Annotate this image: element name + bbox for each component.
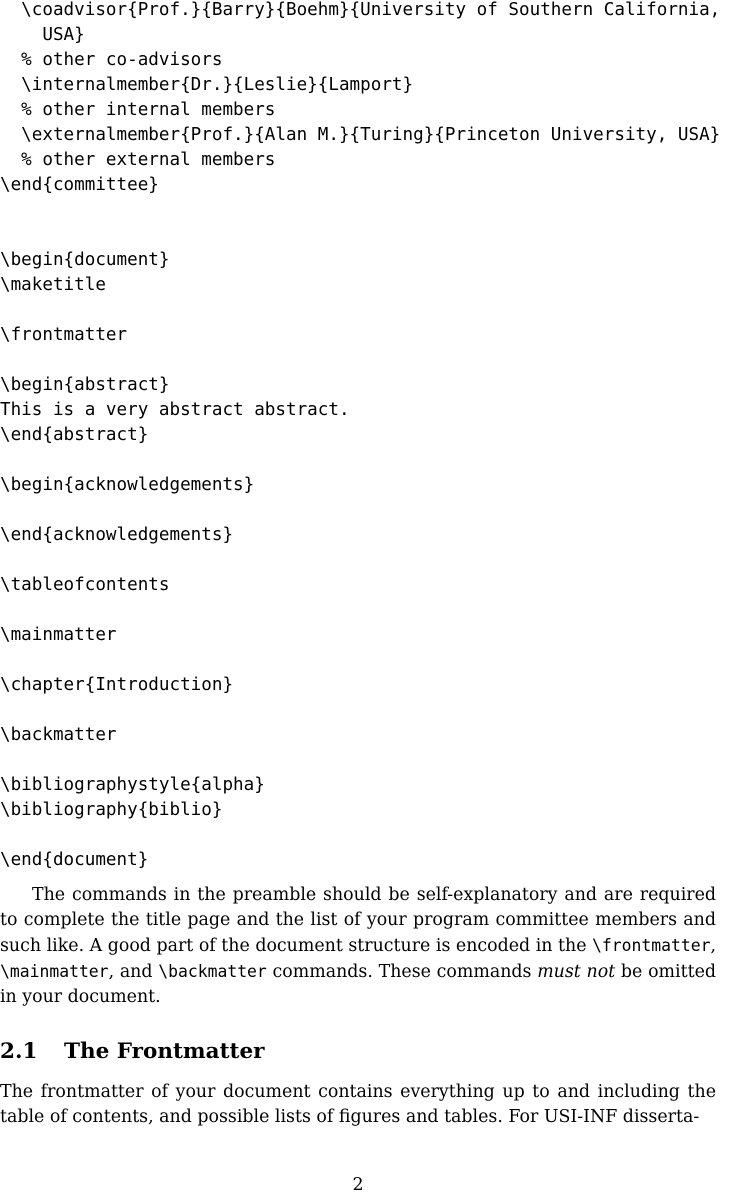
code-line: % other internal members <box>0 100 276 120</box>
code-line: \bibliography{biblio} <box>0 800 223 820</box>
code-blank-line <box>0 823 720 848</box>
inline-command: \mainmatter <box>0 962 109 981</box>
paragraph-text: The commands in the preamble should be self-explanatory and are required to complete the title page and the list of your program committee members and such like. A good part of the document structure is encoded in the <box>0 885 716 956</box>
paragraph-text: commands. These commands <box>266 962 538 982</box>
code-line: \maketitle <box>0 275 106 295</box>
paragraph-text: , and <box>108 962 159 982</box>
inline-command: \frontmatter <box>592 936 711 955</box>
code-line: % other co-advisors <box>0 50 223 70</box>
code-line: \internalmember{Dr.}{Leslie}{Lamport} <box>0 75 414 95</box>
code-blank-line <box>0 598 720 623</box>
inline-command: \backmatter <box>158 962 267 981</box>
code-line: This is a very abstract abstract. <box>0 400 350 420</box>
page-number: 2 <box>352 1175 364 1195</box>
code-blank-line <box>0 198 720 223</box>
code-blank-line <box>0 223 720 248</box>
code-line: \mainmatter <box>0 625 117 645</box>
section-heading <box>0 1038 264 1066</box>
section-title: The Frontmatter <box>64 1039 265 1064</box>
code-line: \end{committee} <box>0 175 159 195</box>
code-line: USA} <box>0 25 85 45</box>
code-blank-line <box>0 548 720 573</box>
body-paragraph: The frontmatter of your document contains everything up to and including the table of contents, and possible lists of figures and tables. For USI-INF disserta- <box>0 1082 716 1127</box>
code-line: \externalmember{Prof.}{Alan M.}{Turing}{Princeton University, USA} <box>0 125 721 145</box>
code-line: \end{acknowledgements} <box>0 525 234 545</box>
code-blank-line <box>0 448 720 473</box>
section-number: 2.1 <box>0 1039 38 1064</box>
code-line: \bibliographystyle{alpha} <box>0 775 265 795</box>
code-line: \coadvisor{Prof.}{Barry}{Boehm}{University of Southern California, <box>0 0 721 20</box>
paragraph-text: be omitted in your document. <box>0 962 716 1007</box>
code-line: \begin{abstract} <box>0 375 170 395</box>
code-line: \end{abstract} <box>0 425 149 445</box>
code-blank-line <box>0 348 720 373</box>
code-blank-line <box>0 748 720 773</box>
code-line: \tableofcontents <box>0 575 170 595</box>
code-blank-line <box>0 498 720 523</box>
paragraph-text: , <box>710 936 716 956</box>
code-line: \begin{document} <box>0 250 170 270</box>
code-line: \begin{acknowledgements} <box>0 475 255 495</box>
emphasis-text: must not <box>537 962 616 982</box>
code-line: \backmatter <box>0 725 117 745</box>
code-line: \chapter{Introduction} <box>0 675 234 695</box>
code-line: \frontmatter <box>0 325 128 345</box>
code-line: % other external members <box>0 150 276 170</box>
code-blank-line <box>0 298 720 323</box>
code-line: \end{document} <box>0 850 149 870</box>
code-blank-line <box>0 648 720 673</box>
code-blank-line <box>0 698 720 723</box>
body-paragraph <box>0 883 716 1010</box>
